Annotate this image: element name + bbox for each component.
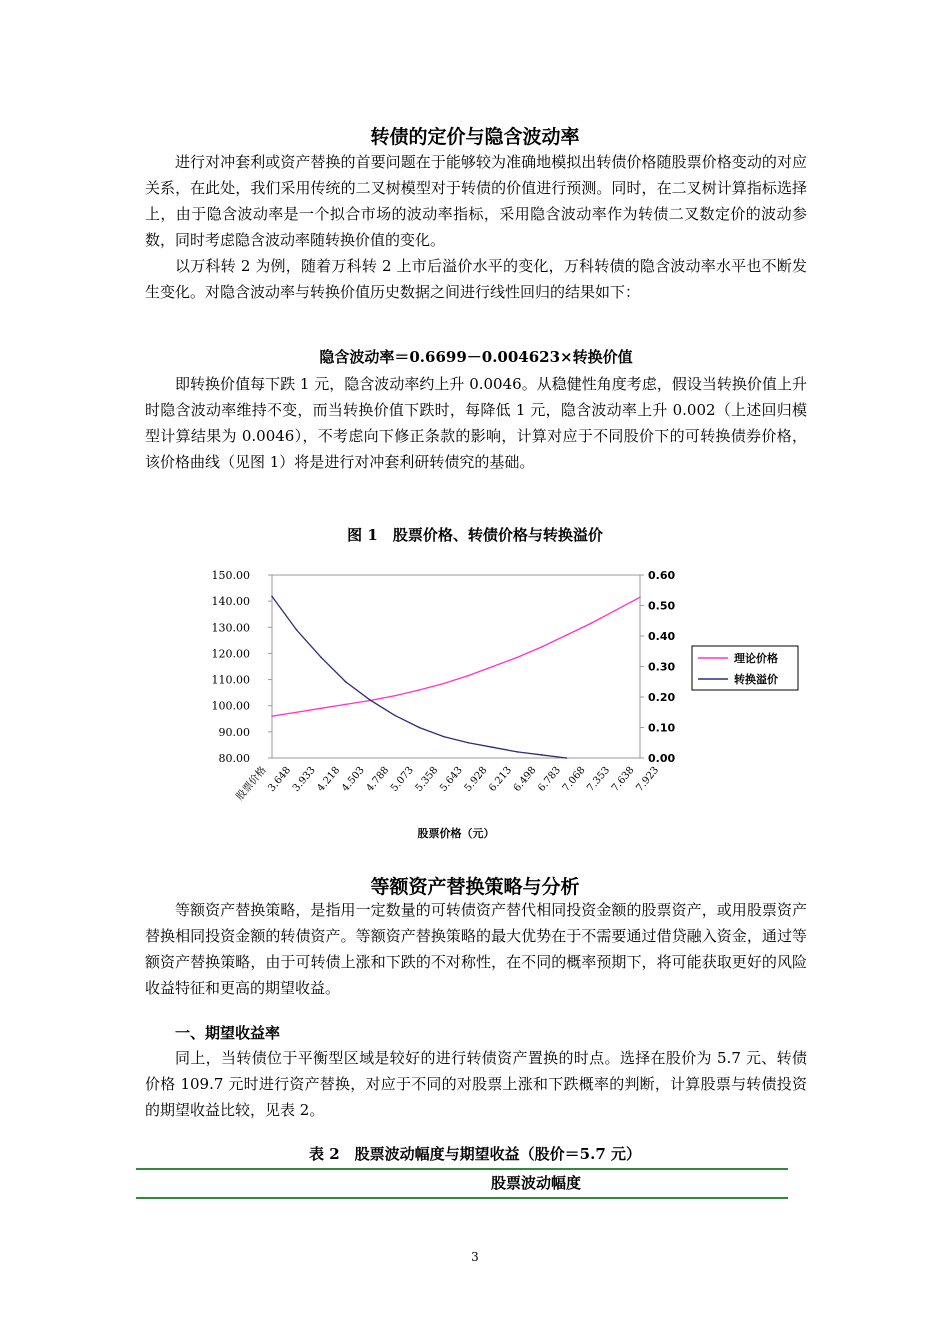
data-point	[345, 681, 347, 683]
y-tick-label-left: 120.00	[211, 647, 250, 661]
data-point	[517, 751, 519, 753]
paragraph: 以万科转 2 为例，随着万科转 2 上市后溢价水平的变化，万科转债的隐含波动率水平也不断发生变化。对隐含波动率与转换价值历史数据之间进行线性回归的结果如下：	[145, 257, 807, 301]
data-point	[369, 699, 371, 701]
paragraph: 即转换价值每下跌 1 元，隐含波动率约上升 0.0046。从稳健性角度考虑，假设当转换价值上升时隐含波动率维持不变，而当转换价值下跌时，每降低 1 元，隐含波动率上升 0.002（上述回归模型计算结果为 0.0046），不考虑向下修正条款的影响，计算对应于不同股价下的可转换债券价格，该价格曲线（见图 1）将是进行对冲套利研转债究的基础。	[145, 375, 807, 471]
x-tick-label: 4.788	[364, 764, 392, 794]
y-tick-label-right: 0.50	[648, 599, 676, 613]
data-point	[467, 675, 469, 677]
data-point	[517, 657, 519, 659]
x-tick-label: 4.503	[339, 764, 367, 794]
data-point	[443, 736, 445, 738]
x-tick-label: 5.073	[389, 764, 416, 794]
section1-body	[145, 149, 807, 305]
y-tick-label-right: 0.20	[648, 691, 676, 704]
y-tick-label-right: 0.30	[648, 660, 676, 674]
x-tick-label: 5.928	[462, 764, 490, 794]
table-header-rule	[136, 1197, 788, 1199]
y-tick-label-left: 110.00	[211, 673, 250, 687]
paragraph: 等额资产替换策略，是指用一定数量的可转债资产替代相同投资金额的股票资产，或用股票资产替换相同投资金额的转债资产。等额资产替换策略的最大优势在于不需要通过借贷融入资金，通过等额资产替换策略，由于可转债上涨和下跌的不对称性，在不同的概率预期下，将可能获取更好的风险收益特征和更高的期望收益。	[145, 901, 807, 997]
data-point	[566, 757, 568, 759]
x-axis-name: 股票价格	[234, 764, 269, 803]
data-point	[443, 683, 445, 685]
y-tick-label-right: 0.40	[648, 630, 676, 643]
x-tick-label: 7.068	[560, 764, 588, 794]
x-tick-label: 5.643	[438, 764, 465, 794]
data-point	[418, 689, 420, 691]
table-caption: 表 2 股票波动幅度与期望收益（股价＝5.7 元）	[309, 1145, 641, 1163]
chart-svg	[200, 560, 810, 850]
data-point	[492, 666, 494, 668]
y-tick-label-left: 90.00	[218, 725, 250, 739]
section-title: 等额资产替换策略与分析	[370, 876, 580, 898]
x-axis-label: 股票价格（元）	[417, 827, 495, 840]
legend-label: 转换溢价	[734, 673, 778, 686]
x-tick-label: 6.783	[536, 764, 564, 794]
data-point	[394, 695, 396, 697]
data-point	[615, 609, 617, 611]
data-point	[541, 646, 543, 648]
data-point	[296, 711, 298, 713]
y-tick-label-right: 0.60	[648, 569, 676, 582]
y-tick-label-left: 130.00	[211, 621, 250, 635]
data-point	[271, 596, 273, 598]
x-tick-label: 5.358	[413, 764, 441, 794]
data-point	[394, 715, 396, 717]
y-tick-label-left: 80.00	[218, 752, 250, 765]
data-point	[418, 727, 420, 729]
table-header: 股票波动幅度	[490, 1174, 581, 1192]
x-tick-label: 3.648	[266, 764, 294, 794]
data-point	[296, 629, 298, 631]
x-tick-label: 6.498	[511, 764, 539, 794]
paragraph: 进行对冲套利或资产替换的首要问题在于能够较为准确地模拟出转债价格随股票价格变动的对应关系，在此处，我们采用传统的二叉树模型对于转债的价值进行预测。同时，在二叉树计算指标选择上，由于隐含波动率是一个拟合市场的波动率指标，采用隐含波动率作为转债二叉数定价的波动参数，同时考虑隐含波动率随转换价值的变化。	[145, 153, 807, 249]
x-tick-label: 4.218	[315, 764, 343, 794]
x-tick-label: 3.933	[290, 764, 318, 794]
data-point	[467, 742, 469, 744]
y-tick-label-left: 150.00	[211, 569, 250, 582]
data-point	[541, 754, 543, 756]
legend-label: 理论价格	[734, 652, 778, 665]
x-tick-label: 6.213	[487, 764, 515, 794]
y-tick-label-left: 100.00	[211, 699, 250, 713]
data-point	[271, 715, 273, 717]
data-point	[566, 634, 568, 636]
subsection-title: 一、期望收益率	[175, 1024, 281, 1042]
paragraph: 同上，当转债位于平衡型区域是较好的进行转债资产置换的时点。选择在股价为 5.7 元、转债价格 109.7 元时进行资产替换，对应于不同的对股票上涨和下跌概率的判断，计算股票与转债投资的期望收益比较，见表 2。	[145, 1049, 807, 1119]
plot-area	[272, 575, 640, 758]
y-tick-label-left: 140.00	[211, 595, 250, 609]
section-title: 转债的定价与隐含波动率	[370, 126, 580, 148]
data-point	[345, 704, 347, 706]
data-point	[320, 657, 322, 659]
data-point	[320, 708, 322, 710]
page-number: 3	[471, 1250, 479, 1264]
data-point	[492, 747, 494, 749]
figure-caption: 图 1 股票价格、转债价格与转换溢价	[347, 526, 603, 544]
table-top-rule	[136, 1168, 788, 1170]
line-chart	[200, 560, 810, 850]
x-tick-label: 7.353	[585, 764, 613, 794]
data-point	[590, 623, 592, 625]
y-tick-label-right: 0.00	[648, 752, 676, 765]
section1-body-cont	[145, 371, 807, 475]
regression-formula: 隐含波动率＝0.6699－0.004623×转换价值	[319, 348, 633, 366]
data-point	[639, 596, 641, 598]
y-tick-label-right: 0.10	[648, 721, 676, 735]
x-tick-label: 7.923	[634, 764, 662, 794]
section2-body-cont	[145, 1045, 807, 1123]
x-tick-label: 7.638	[609, 764, 637, 794]
section2-body	[145, 897, 807, 1001]
